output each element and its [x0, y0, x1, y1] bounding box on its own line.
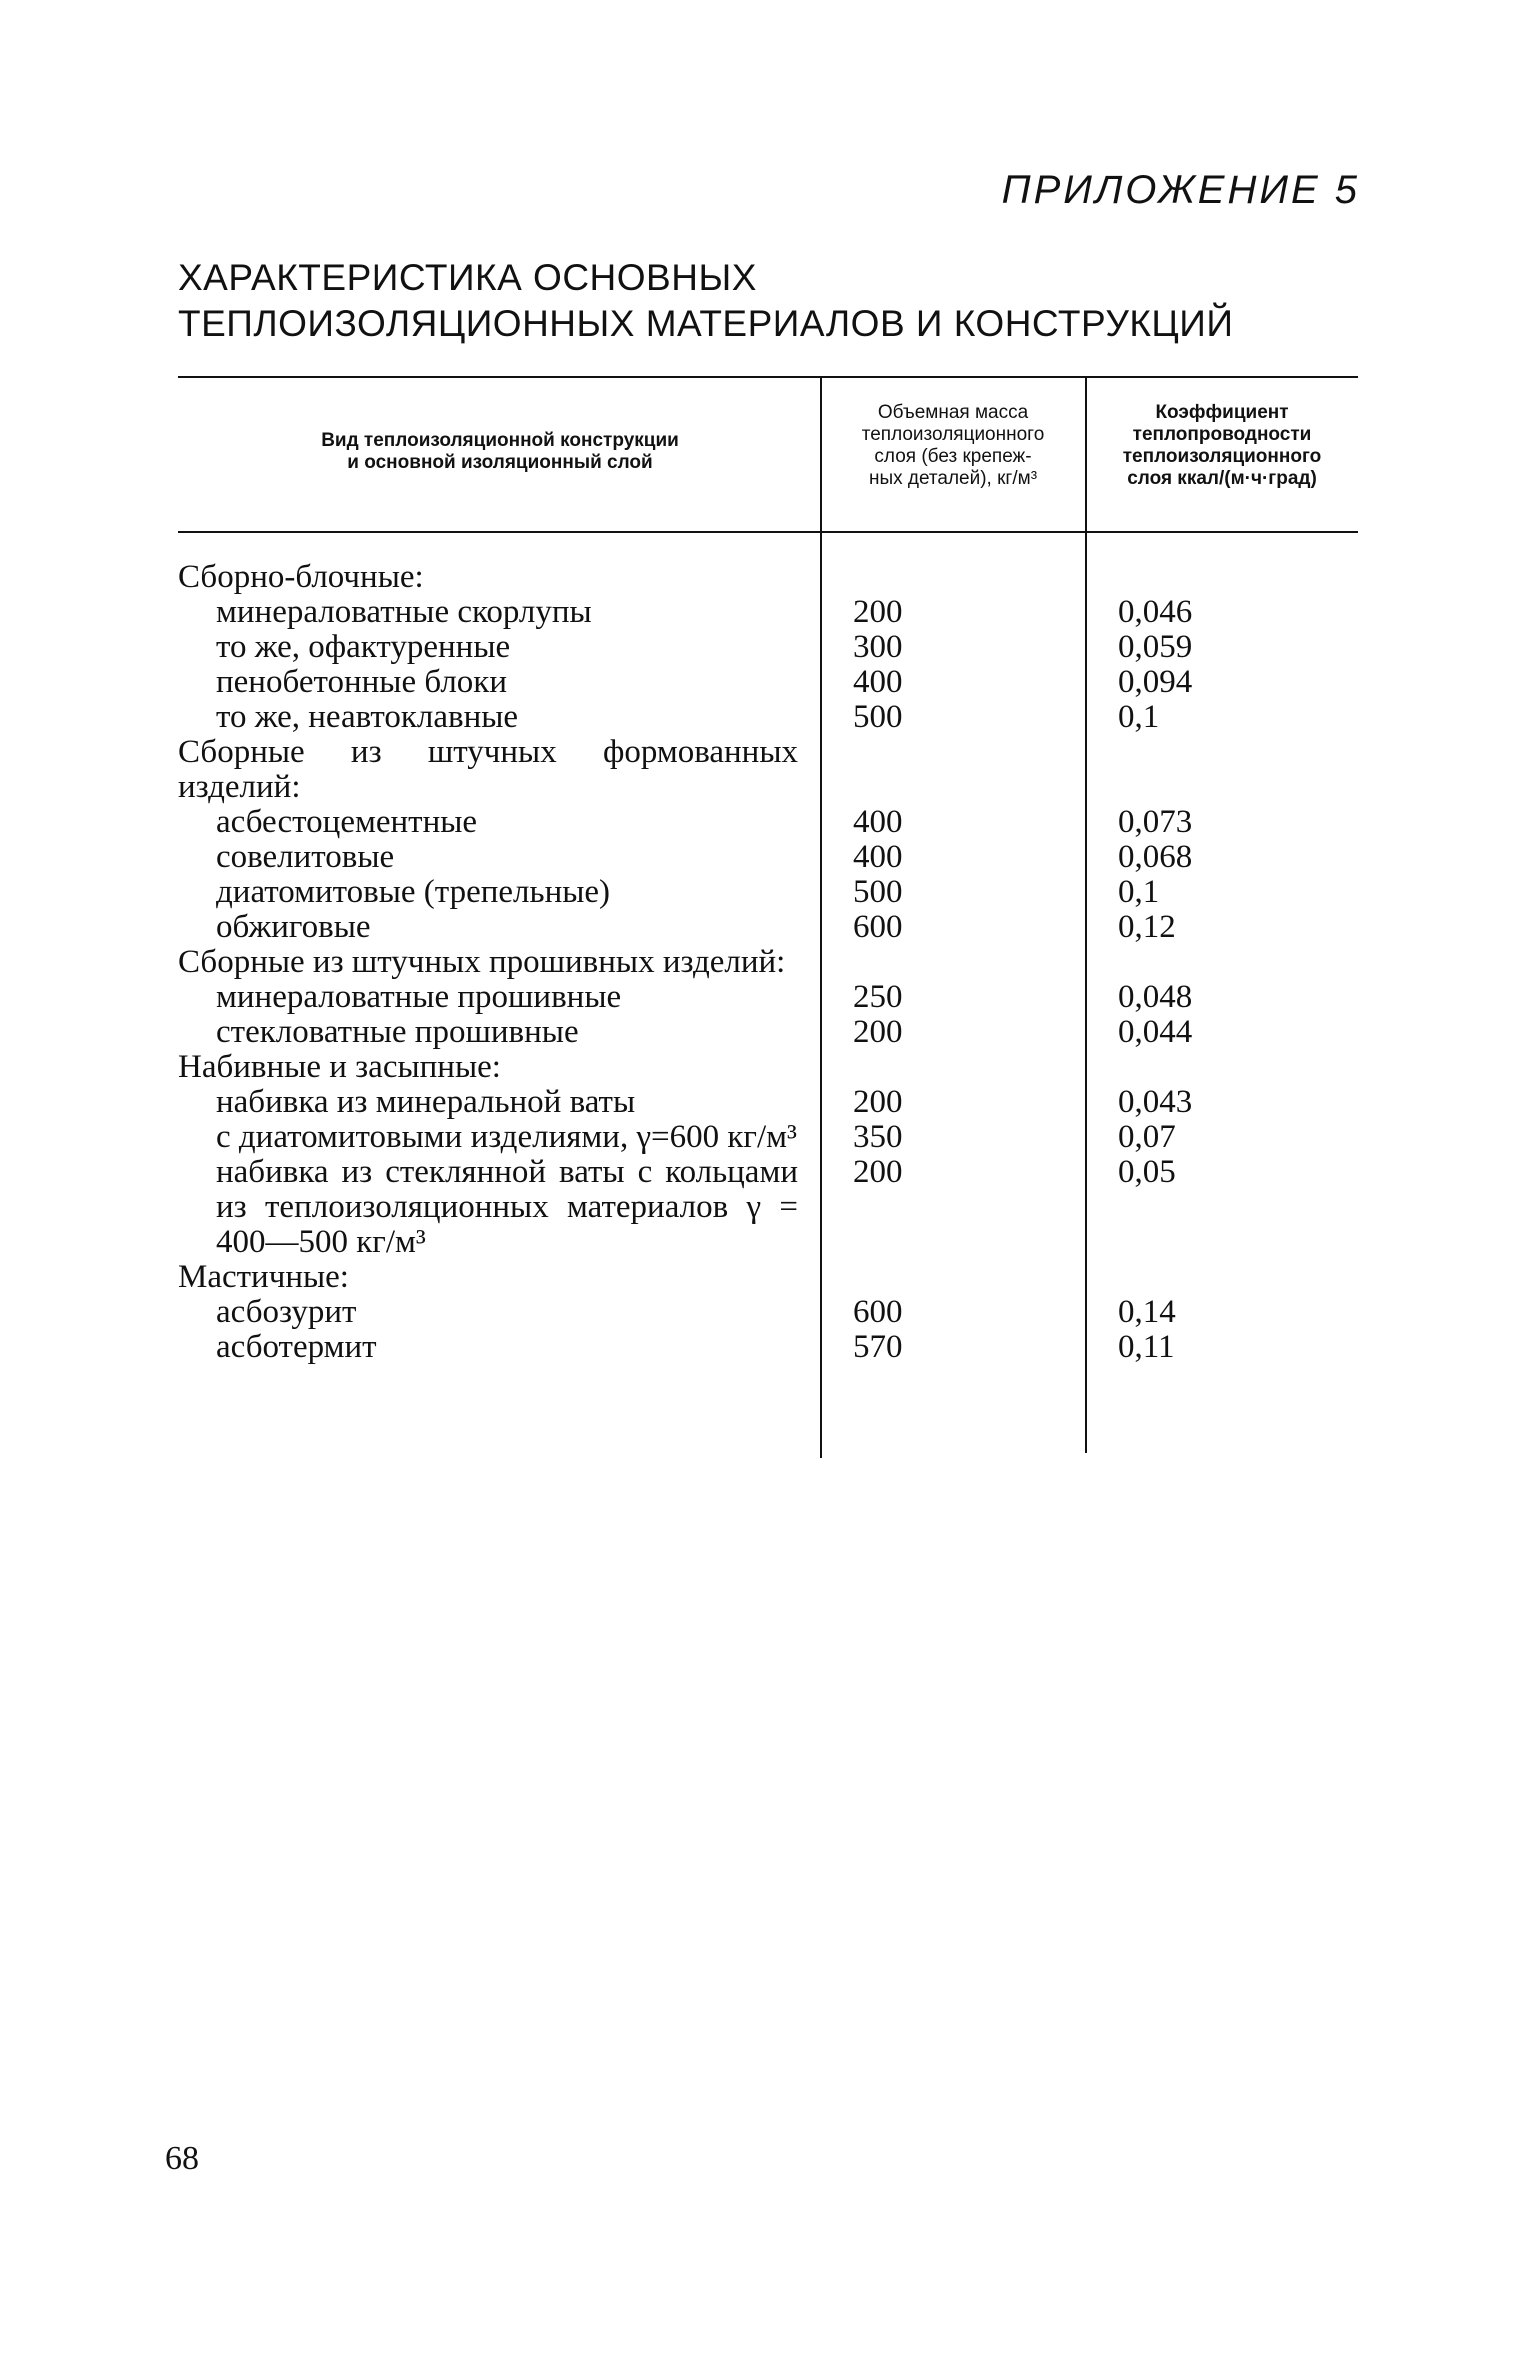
table-row	[178, 945, 1358, 980]
row-mass-value: 200	[853, 594, 903, 630]
row-label: асбестоцементные	[216, 804, 478, 840]
row-coefficient-value: 0,1	[1118, 699, 1160, 735]
row-coefficient-value: 0,048	[1118, 979, 1193, 1015]
table-body	[178, 560, 1358, 1365]
row-label: с диатомитовыми изделиями, γ=600 кг/м³	[216, 1119, 797, 1155]
row-coefficient-value: 0,073	[1118, 804, 1193, 840]
row-label: пенобетонные блоки	[216, 664, 507, 700]
row-coefficient-value: 0,044	[1118, 1014, 1193, 1050]
table-row	[178, 595, 1358, 630]
row-coefficient-value: 0,14	[1118, 1294, 1176, 1330]
row-mass-value: 350	[853, 1119, 903, 1155]
row-mass-value: 570	[853, 1329, 903, 1365]
row-coefficient-value: 0,12	[1118, 909, 1176, 945]
row-label: стекловатные прошивные	[216, 1014, 579, 1050]
table-row	[178, 1155, 1358, 1260]
row-label: Мастичные:	[178, 1259, 349, 1295]
row-label: асбозурит	[216, 1294, 357, 1330]
table-row	[178, 735, 1358, 805]
table-row	[178, 910, 1358, 945]
row-coefficient-value: 0,043	[1118, 1084, 1193, 1120]
row-label: Сборные из штучных прошивных изделий:	[178, 944, 786, 980]
row-label: асботермит	[216, 1329, 377, 1365]
row-mass-value: 300	[853, 629, 903, 665]
row-label: Сборно-блочные:	[178, 559, 424, 595]
page-title	[178, 255, 1328, 347]
row-coefficient-value: 0,1	[1118, 874, 1160, 910]
row-mass-value: 400	[853, 804, 903, 840]
page-number: 68	[165, 2140, 199, 2177]
row-mass-value: 400	[853, 839, 903, 875]
table-row	[178, 1050, 1358, 1085]
row-label: совелитовые	[216, 839, 395, 875]
table-row	[178, 630, 1358, 665]
row-mass-value: 500	[853, 874, 903, 910]
row-mass-value: 200	[853, 1014, 903, 1050]
row-label: то же, офактуренные	[216, 629, 511, 665]
row-coefficient-value: 0,07	[1118, 1119, 1176, 1155]
title-line-2: ТЕПЛОИЗОЛЯЦИОННЫХ МАТЕРИАЛОВ И КОНСТРУКЦИЙ	[178, 303, 1234, 344]
table-top-rule	[178, 376, 1358, 378]
row-mass-value: 200	[853, 1084, 903, 1120]
table-row	[178, 1260, 1358, 1295]
row-coefficient-value: 0,059	[1118, 629, 1193, 665]
row-label: минераловатные скорлупы	[216, 594, 592, 630]
row-coefficient-value: 0,05	[1118, 1154, 1176, 1190]
column-header-coefficient: Коэффициент теплопроводности теплоизоляционного слоя ккал/(м·ч·град)	[1122, 402, 1322, 489]
title-line-1: ХАРАКТЕРИСТИКА ОСНОВНЫХ	[178, 257, 757, 298]
row-label: диатомитовые (трепельные)	[216, 874, 611, 910]
row-coefficient-value: 0,094	[1118, 664, 1193, 700]
table-row	[178, 875, 1358, 910]
row-label: то же, неавтоклавные	[216, 699, 519, 735]
table-row	[178, 840, 1358, 875]
row-mass-value: 400	[853, 664, 903, 700]
row-coefficient-value: 0,11	[1118, 1329, 1175, 1365]
row-label: набивка из минеральной ваты	[216, 1084, 636, 1120]
row-coefficient-value: 0,068	[1118, 839, 1193, 875]
row-mass-value: 600	[853, 909, 903, 945]
row-coefficient-value: 0,046	[1118, 594, 1193, 630]
row-label: набивка из стеклянной ваты с кольцами из теплоизоляционных материалов γ = 400—500 кг/м³	[216, 1154, 798, 1260]
row-label: обжиговые	[216, 909, 371, 945]
row-mass-value: 500	[853, 699, 903, 735]
table-row	[178, 560, 1358, 595]
table-row	[178, 1085, 1358, 1120]
table-row	[178, 1015, 1358, 1050]
table-header-rule	[178, 531, 1358, 533]
table-row	[178, 700, 1358, 735]
row-mass-value: 200	[853, 1154, 903, 1190]
row-label: Сборные из штучных формованных изделий:	[178, 734, 798, 805]
column-header-mass: Объемная масса теплоизоляционного слоя (без крепеж- ных деталей), кг/м³	[861, 402, 1045, 489]
column-header-type: Вид теплоизоляционной конструкции и основной изоляционный слой	[321, 430, 679, 473]
appendix-label: ПРИЛОЖЕНИЕ 5	[1001, 168, 1360, 212]
row-mass-value: 600	[853, 1294, 903, 1330]
row-mass-value: 250	[853, 979, 903, 1015]
table-row	[178, 1120, 1358, 1155]
row-label: Набивные и засыпные:	[178, 1049, 501, 1085]
row-label: минераловатные прошивные	[216, 979, 622, 1015]
table-row	[178, 1330, 1358, 1365]
table-row	[178, 665, 1358, 700]
table-row	[178, 1295, 1358, 1330]
table-row	[178, 980, 1358, 1015]
table-row	[178, 805, 1358, 840]
